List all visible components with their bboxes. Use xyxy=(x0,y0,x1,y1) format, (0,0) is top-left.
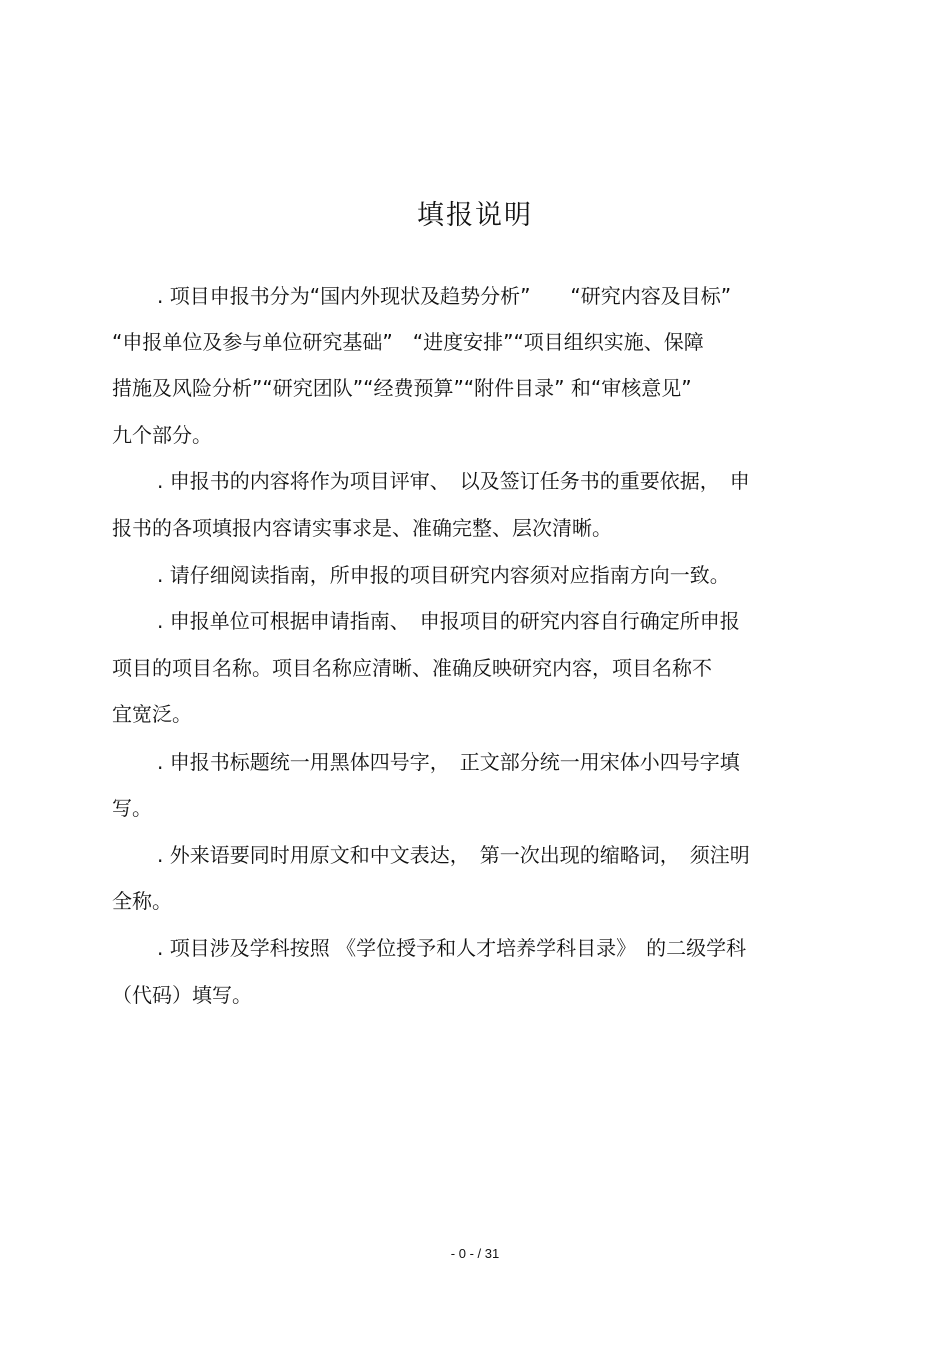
paragraph-4-line-3: 宜宽泛。 xyxy=(112,702,192,726)
paragraph-5-line-1: . 申报书标题统一用黑体四号字， 正文部分统一用宋体小四号字填 xyxy=(157,750,740,774)
paragraph-3-line-1: . 请仔细阅读指南，所申报的项目研究内容须对应指南方向一致。 xyxy=(157,563,730,587)
paragraph-1-line-3: 措施及风险分析”“研究团队”“经费预算”“附件目录” 和“审核意见” xyxy=(112,376,692,400)
paragraph-5-line-2: 写。 xyxy=(112,796,152,820)
paragraph-1-line-2: “申报单位及参与单位研究基础” “进度安排”“项目组织实施、保障 xyxy=(112,330,704,354)
paragraph-6-line-1: . 外来语要同时用原文和中文表达， 第一次出现的缩略词， 须注明 xyxy=(157,843,750,867)
paragraph-2-line-2: 报书的各项填报内容请实事求是、准确完整、层次清晰。 xyxy=(112,516,612,540)
paragraph-1-line-1: . 项目申报书分为“国内外现状及趋势分析” “研究内容及目标” xyxy=(157,284,732,308)
paragraph-2-line-1: . 申报书的内容将作为项目评审、 以及签订任务书的重要依据， 申 xyxy=(157,469,750,493)
paragraph-1-line-4: 九个部分。 xyxy=(112,423,212,447)
paragraph-4-line-1: . 申报单位可根据申请指南、 申报项目的研究内容自行确定所申报 xyxy=(157,609,740,633)
paragraph-7-line-1: . 项目涉及学科按照 《学位授予和人才培养学科目录》 的二级学科 xyxy=(157,936,747,960)
page-number: - 0 - / 31 xyxy=(450,1246,500,1261)
paragraph-7-line-2: （代码）填写。 xyxy=(112,983,252,1007)
page-title: 填报说明 xyxy=(417,200,533,231)
paragraph-4-line-2: 项目的项目名称。项目名称应清晰、准确反映研究内容，项目名称不 xyxy=(112,656,712,680)
paragraph-6-line-2: 全称。 xyxy=(112,889,172,913)
